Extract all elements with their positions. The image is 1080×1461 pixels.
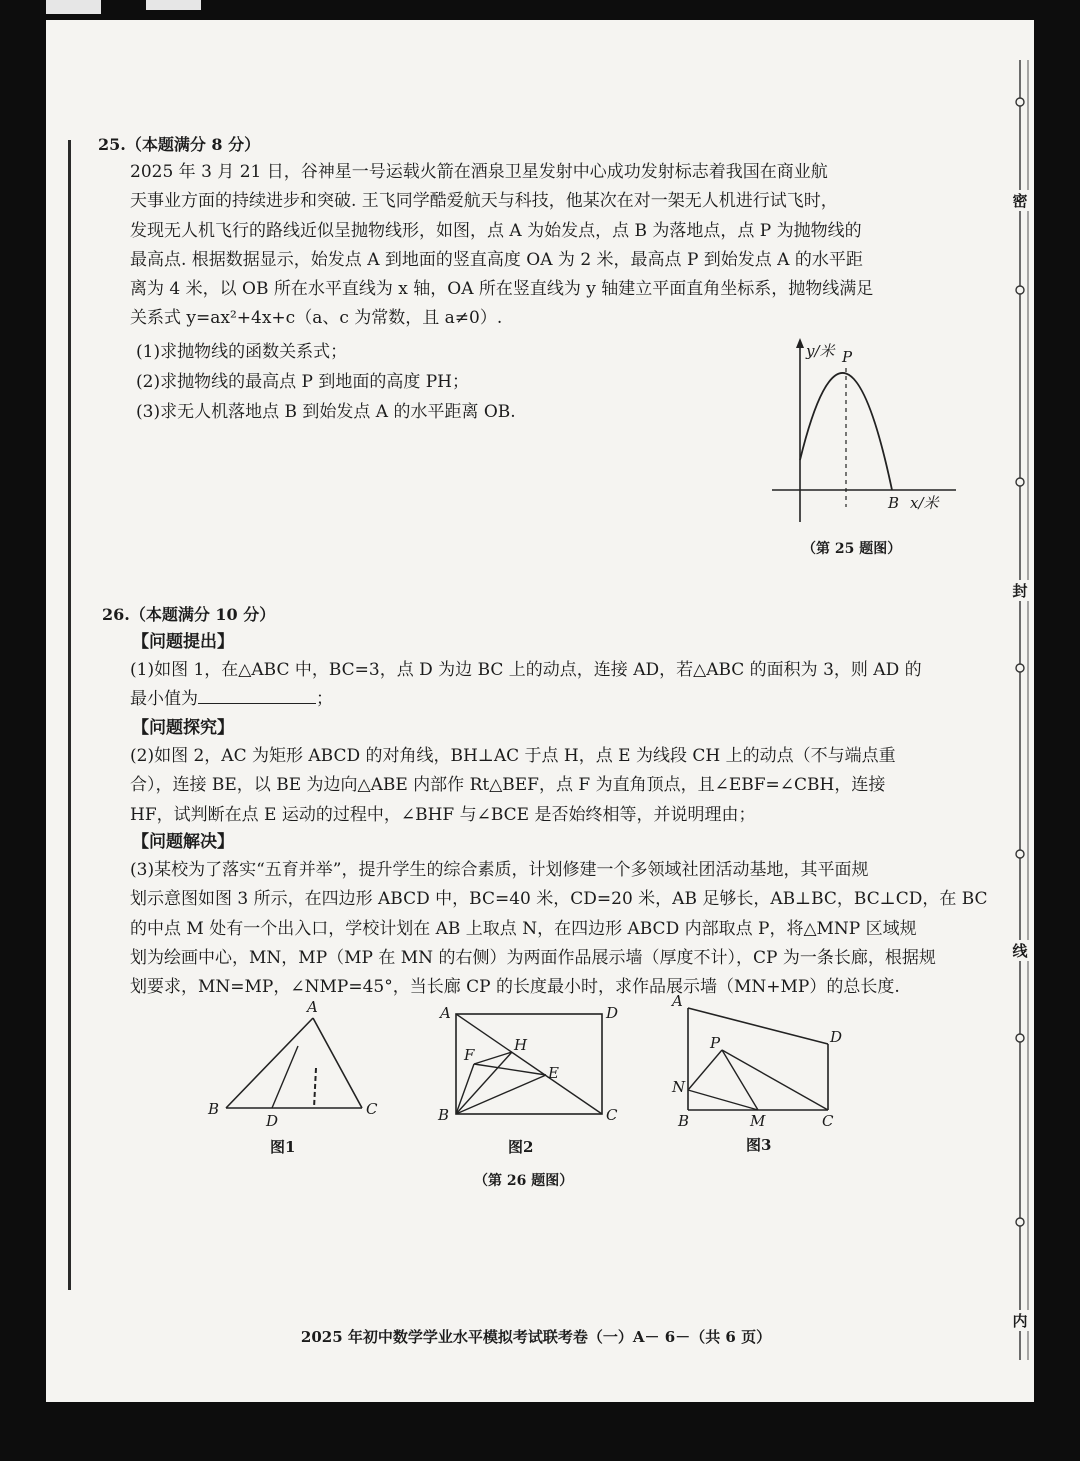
answer-blank	[198, 685, 316, 704]
fig1-point-d: D	[266, 1112, 279, 1130]
top-edge-scrap	[46, 0, 1034, 20]
fig2-point-h: H	[514, 1036, 528, 1054]
q26-line: 划要求，MN=MP，∠NMP=45°，当长廊 CP 的长度最小时，求作品展示墙（MN+MP）的总长度.	[130, 977, 900, 998]
binding-label: 封	[1010, 580, 1030, 601]
fig3-vertex-b: B	[678, 1112, 690, 1127]
q26-line: (2)如图 2，AC 为矩形 ABCD 的对角线，BH⊥AC 于点 H，点 E 为线段 CH 上的动点（不与端点重	[130, 746, 896, 766]
fig2-vertex-c: C	[606, 1106, 618, 1124]
figure-3-caption: 图3	[746, 1136, 772, 1154]
q26-section-title: 【问题解决】	[132, 832, 234, 852]
seal-line	[1006, 60, 1034, 1360]
q26-line: 划示意图如图 3 所示，在四边形 ABCD 中，BC=40 米，CD=20 米，AB 足够长，AB⊥BC，BC⊥CD，在 BC	[130, 889, 988, 910]
q25-line: 离为 4 米，以 OB 所在水平直线为 x 轴，OA 所在竖直线为 y 轴建立平面直角坐标系，抛物线满足	[130, 279, 874, 300]
figure-1-triangle	[200, 996, 390, 1156]
q25-sub1: (1)求抛物线的函数关系式；	[136, 342, 348, 362]
q25-line: 关系式 y=ax²+4x+c（a、c 为常数，且 a≠0）.	[130, 308, 503, 329]
q26-line: HF，试判断在点 E 运动的过程中，∠BHF 与∠BCE 是否始终相等，并说明理由；	[130, 804, 756, 825]
fig2-vertex-a: A	[440, 1004, 451, 1022]
fig2-point-e: E	[548, 1064, 559, 1082]
q26-part3	[130, 856, 988, 1002]
binding-label: 密	[1010, 190, 1030, 211]
binding-margin	[1006, 60, 1034, 1360]
fig2-point-f: F	[464, 1046, 475, 1064]
q25-header: 25.（本题满分 8 分）	[98, 135, 261, 154]
fig3-vertex-d: D	[830, 1028, 843, 1046]
y-axis-label: y/米	[806, 342, 835, 360]
figure-2-rectangle	[434, 1000, 624, 1125]
q26-line: 划为绘画中心，MN，MP（MP 在 MN 的右侧）为两面作品展示墙（厚度不计），CP 为一条长廊，根据规	[130, 947, 936, 968]
q25-line: 发现无人机飞行的路线近似呈抛物线形，如图，点 A 为始发点，点 B 为落地点，点 P 为抛物线的	[130, 220, 862, 241]
exam-page	[46, 20, 1034, 1402]
q26-line: ；	[316, 689, 333, 710]
q25-line: 天事业方面的持续进步和突破. 王飞同学酷爱航天与科技，他某次在对一架无人机进行试飞时，	[130, 191, 838, 212]
fig2-vertex-d: D	[606, 1004, 619, 1022]
q26-part2	[130, 742, 950, 830]
q25-parabola-figure	[760, 332, 960, 532]
fig3-vertex-c: C	[822, 1112, 834, 1127]
q26-line: 合），连接 BE，以 BE 为边向△ABE 内部作 Rt△BEF，点 F 为直角顶点，且∠EBF=∠CBH，连接	[130, 775, 886, 796]
left-margin-rule	[68, 140, 71, 1290]
q26-line: 最小值为	[130, 689, 198, 710]
fig3-point-m: M	[750, 1112, 766, 1127]
figure-3-quadrilateral	[662, 992, 852, 1127]
q26-line: (1)如图 1，在△ABC 中，BC=3，点 D 为边 BC 上的动点，连接 AD，若△ABC 的面积为 3，则 AD 的	[130, 660, 922, 680]
fig2-vertex-b: B	[438, 1106, 450, 1124]
q26-line: (3)某校为了落实“五育并举”，提升学生的综合素质，计划修建一个多领域社团活动基地，其平面规	[130, 860, 869, 880]
q25-line: 最高点. 根据数据显示，始发点 A 到地面的竖直高度 OA 为 2 米，最高点 P 到始发点 A 的水平距	[130, 249, 863, 270]
q26-section-title: 【问题提出】	[132, 632, 234, 652]
binding-label: 线	[1010, 940, 1030, 961]
fig1-vertex-a: A	[307, 998, 318, 1016]
q25-stem	[130, 158, 950, 334]
fig3-point-n: N	[672, 1078, 686, 1096]
q25-sub2: (2)求抛物线的最高点 P 到地面的高度 PH；	[136, 372, 469, 392]
q25-figure-caption: （第 25 题图）	[802, 541, 902, 557]
q25-sub3: (3)求无人机落地点 B 到始发点 A 的水平距离 OB.	[136, 402, 516, 422]
fig1-vertex-c: C	[366, 1100, 378, 1118]
page-footer: 2025 年初中数学学业水平模拟考试联考卷（一）A－ 6－（共 6 页）	[300, 1328, 772, 1346]
x-axis-label: x/米	[910, 494, 939, 512]
binding-label: 内	[1010, 1310, 1030, 1331]
q26-figure-caption: （第 26 题图）	[474, 1173, 574, 1189]
fig1-vertex-b: B	[208, 1100, 220, 1118]
q25-line: 2025 年 3 月 21 日，谷神星一号运载火箭在酒泉卫星发射中心成功发射标志着我国在商业航	[130, 162, 828, 182]
figure-1-caption: 图1	[270, 1138, 296, 1156]
figure-2-caption: 图2	[508, 1138, 534, 1156]
fig3-point-p: P	[710, 1034, 721, 1052]
point-p-label: P	[842, 348, 853, 366]
q26-part1	[130, 656, 950, 715]
point-b-label: B	[888, 494, 900, 512]
q26-line: 的中点 M 处有一个出入口，学校计划在 AB 上取点 N，在四边形 ABCD 内部取点 P，将△MNP 区域规	[130, 918, 917, 939]
q26-section-title: 【问题探究】	[132, 718, 234, 738]
q26-header: 26.（本题满分 10 分）	[102, 605, 276, 624]
fig3-vertex-a: A	[672, 992, 683, 1010]
